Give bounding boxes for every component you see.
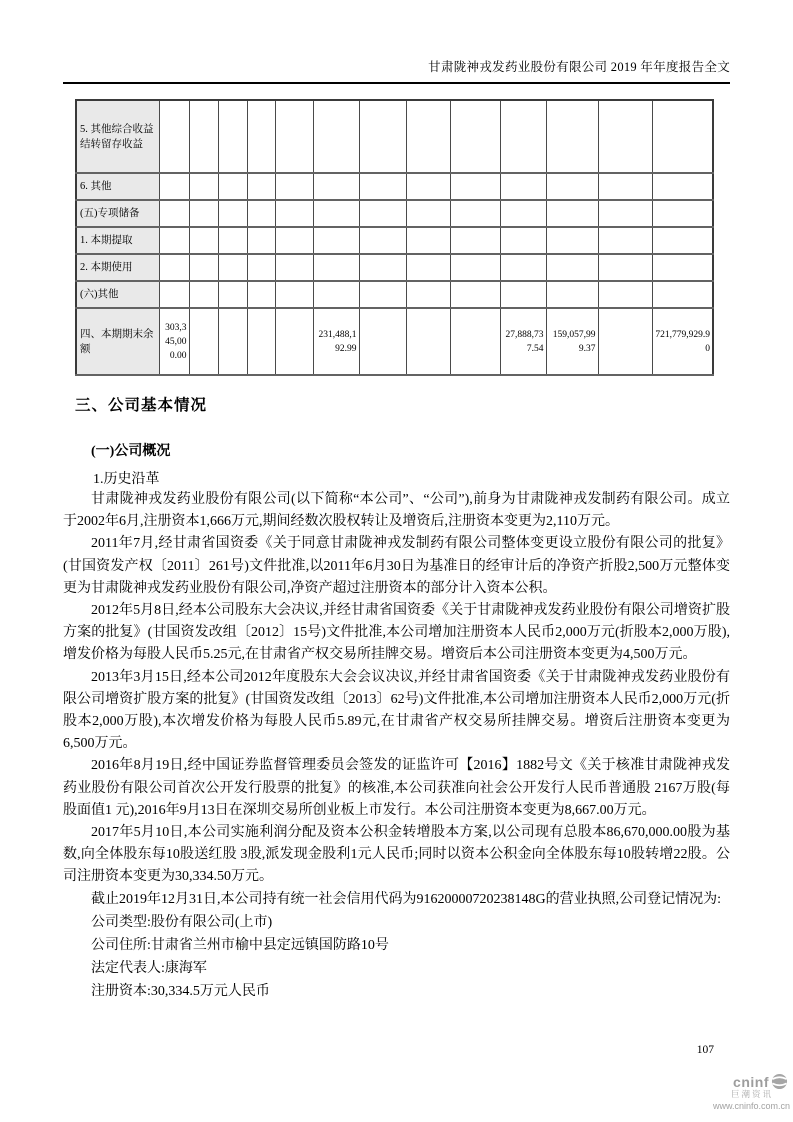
- value-cell: [359, 227, 406, 254]
- value-cell: [275, 281, 313, 308]
- value-cell: [450, 227, 500, 254]
- value-cell: [359, 281, 406, 308]
- value-cell: [450, 308, 500, 375]
- value-cell: [275, 308, 313, 375]
- value-cell: [546, 254, 598, 281]
- table-row: [76, 254, 713, 281]
- value-cell: [275, 200, 313, 227]
- value-cell: [359, 173, 406, 200]
- value-cell: [189, 173, 218, 200]
- value-cell: [159, 200, 189, 227]
- value-cell: [652, 281, 713, 308]
- value-cell: [406, 173, 450, 200]
- value-cell: [313, 281, 359, 308]
- value-cell: [406, 100, 450, 173]
- company-info-line: 注册资本:30,334.5万元人民币: [91, 983, 270, 999]
- value-cell: [159, 227, 189, 254]
- value-cell: 231,488,192.99: [313, 308, 359, 375]
- value-cell: [450, 173, 500, 200]
- company-info-line: 公司类型:股份有限公司(上市): [91, 914, 273, 930]
- header-rule: [63, 82, 730, 84]
- value-cell: [218, 227, 247, 254]
- value-cell: [652, 173, 713, 200]
- cninfo-logo-subtext: 巨潮资讯: [730, 1089, 773, 1099]
- value-cell: [247, 173, 275, 200]
- value-cell: [500, 254, 546, 281]
- value-cell: [189, 100, 218, 173]
- value-cell: [450, 254, 500, 281]
- value-cell: [218, 173, 247, 200]
- paragraphs-container: [63, 489, 730, 911]
- value-cell: [247, 100, 275, 173]
- value-cell: [598, 254, 652, 281]
- equity-table: [75, 99, 714, 376]
- history-subheading: 1.历史沿革: [93, 472, 160, 487]
- value-cell: [450, 200, 500, 227]
- company-info-line: 法定代表人:康海军: [91, 960, 207, 976]
- value-cell: [275, 254, 313, 281]
- table-row: [76, 173, 713, 200]
- value-cell: [189, 227, 218, 254]
- value-cell: [159, 281, 189, 308]
- page-number: 107: [696, 1044, 714, 1056]
- value-cell: [313, 227, 359, 254]
- value-cell: [598, 200, 652, 227]
- value-cell: [500, 173, 546, 200]
- value-cell: [313, 254, 359, 281]
- value-cell: [406, 254, 450, 281]
- value-cell: [598, 281, 652, 308]
- paragraph: 2012年5月8日,经本公司股东大会决议,并经甘肃省国资委《关于甘肃陇神戎发药业股份有限公司增资扩股方案的批复》(甘国资发改组〔2012〕15号)文件批准,本公司增加注册资本人民币2,000万元(折股本2,000万股),增发价格为每股人民币5.25元,在甘肃省产权交易所挂牌交易。增资后本公司注册资本变更为4,500万元。: [63, 603, 730, 663]
- value-cell: [189, 200, 218, 227]
- value-cell: [406, 308, 450, 375]
- value-cell: [450, 281, 500, 308]
- value-cell: [218, 281, 247, 308]
- value-cell: [189, 308, 218, 375]
- value-cell: [159, 254, 189, 281]
- report-title: 甘肃陇神戎发药业股份有限公司 2019 年年度报告全文: [428, 60, 730, 74]
- value-cell: 303,345,000.00: [159, 308, 189, 375]
- row-label-cell: 1. 本期提取: [76, 227, 159, 254]
- subsection-heading: (一)公司概况: [91, 444, 171, 459]
- value-cell: 159,057,999.37: [546, 308, 598, 375]
- value-cell: [500, 281, 546, 308]
- value-cell: [359, 200, 406, 227]
- cninfo-logo-url: www.cninfo.com.cn: [712, 1101, 790, 1111]
- value-cell: [546, 100, 598, 173]
- table-row: [76, 200, 713, 227]
- value-cell: [406, 200, 450, 227]
- paragraph: 2013年3月15日,经本公司2012年度股东大会会议决议,并经甘肃省国资委《关于甘肃陇神戎发药业股份有限公司增资扩股方案的批复》(甘国资发改组〔2013〕62号)文件批准,本公司增加注册资本人民币2,000万元(折股本2,000万股),本次增发价格为每股人民币5.89元,在甘肃省产权交易所挂牌交易。增资后注册资本变更为6,500万元。: [63, 669, 730, 752]
- value-cell: [546, 200, 598, 227]
- value-cell: [546, 281, 598, 308]
- value-cell: [247, 254, 275, 281]
- value-cell: [247, 281, 275, 308]
- value-cell: [313, 173, 359, 200]
- paragraph: 截止2019年12月31日,本公司持有统一社会信用代码为91620000720238148G的营业执照,公司登记情况为:: [91, 891, 721, 907]
- value-cell: [598, 227, 652, 254]
- value-cell: [313, 200, 359, 227]
- value-cell: [159, 173, 189, 200]
- value-cell: [546, 173, 598, 200]
- value-cell: [406, 281, 450, 308]
- paragraph: 2017年5月10日,本公司实施利润分配及资本公积金转增股本方案,以公司现有总股本86,670,000.00股为基数,向全体股东每10股送红股 3股,派发现金股利1元人民币;同时以资本公积金向全体股东每10股转增22股。公司注册资本变更为30,334.50万元。: [63, 825, 730, 885]
- row-label-cell: 2. 本期使用: [76, 254, 159, 281]
- value-cell: [652, 100, 713, 173]
- section-heading: 三、公司基本情况: [75, 397, 208, 414]
- value-cell: [218, 308, 247, 375]
- value-cell: [359, 100, 406, 173]
- value-cell: [218, 200, 247, 227]
- row-label-cell: 四、本期期末余额: [76, 308, 159, 375]
- value-cell: [652, 200, 713, 227]
- value-cell: 27,888,737.54: [500, 308, 546, 375]
- equity-table-body: [76, 100, 713, 375]
- cninfo-swirl-icon: [771, 1073, 788, 1090]
- value-cell: [652, 254, 713, 281]
- cninfo-logo-text: cninf: [733, 1073, 769, 1090]
- row-label-cell: 5. 其他综合收益结转留存收益: [76, 100, 159, 173]
- value-cell: [159, 100, 189, 173]
- row-label-cell: (五)专项储备: [76, 200, 159, 227]
- value-cell: [218, 254, 247, 281]
- value-cell: [247, 200, 275, 227]
- value-cell: [450, 100, 500, 173]
- value-cell: [275, 173, 313, 200]
- value-cell: [598, 100, 652, 173]
- value-cell: [247, 308, 275, 375]
- table-row: [76, 281, 713, 308]
- value-cell: [218, 100, 247, 173]
- paragraph: 甘肃陇神戎发药业股份有限公司(以下简称“本公司”、“公司”),前身为甘肃陇神戎发制药有限公司。成立于2002年6月,注册资本1,666万元,期间经数次股权转让及增资后,注册资本变更为2,110万元。: [63, 492, 730, 530]
- paragraph: 2011年7月,经甘肃省国资委《关于同意甘肃陇神戎发制药有限公司整体变更设立股份有限公司的批复》(甘国资发产权〔2011〕261号)文件批准,以2011年6月30日为基准日的经审计后的净资产折股2,500万元整体变更为甘肃陇神戎发药业股份有限公司,净资产超过注册资本的部分计入资本公积。: [63, 536, 730, 596]
- row-label-cell: (六)其他: [76, 281, 159, 308]
- value-cell: [189, 254, 218, 281]
- value-cell: [546, 227, 598, 254]
- value-cell: [275, 227, 313, 254]
- row-label-cell: 6. 其他: [76, 173, 159, 200]
- table-row: [76, 100, 713, 173]
- company-info-line: 公司住所:甘肃省兰州市榆中县定远镇国防路10号: [91, 937, 389, 953]
- value-cell: [275, 100, 313, 173]
- table-row: [76, 308, 713, 375]
- value-cell: [500, 100, 546, 173]
- table-row: [76, 227, 713, 254]
- value-cell: [500, 227, 546, 254]
- value-cell: [500, 200, 546, 227]
- value-cell: [189, 281, 218, 308]
- paragraph: 2016年8月19日,经中国证券监督管理委员会签发的证监许可【2016】1882号文《关于核准甘肃陇神戎发药业股份有限公司首次公开发行股票的批复》的核准,本公司获准向社会公开发行人民币普通股 2167万股(每股面值1 元),2016年9月13日在深圳交易所创业板上市发行。本公司注册资本变更为8,667.00万元。: [63, 758, 730, 818]
- value-cell: [652, 227, 713, 254]
- value-cell: [406, 227, 450, 254]
- value-cell: [359, 308, 406, 375]
- value-cell: [359, 254, 406, 281]
- value-cell: [598, 308, 652, 375]
- value-cell: 721,779,929.90: [652, 308, 713, 375]
- cninfo-logo: [702, 1073, 790, 1111]
- value-cell: [598, 173, 652, 200]
- company-info-container: [63, 911, 730, 1003]
- page-header: [63, 0, 730, 84]
- value-cell: [313, 100, 359, 173]
- value-cell: [247, 227, 275, 254]
